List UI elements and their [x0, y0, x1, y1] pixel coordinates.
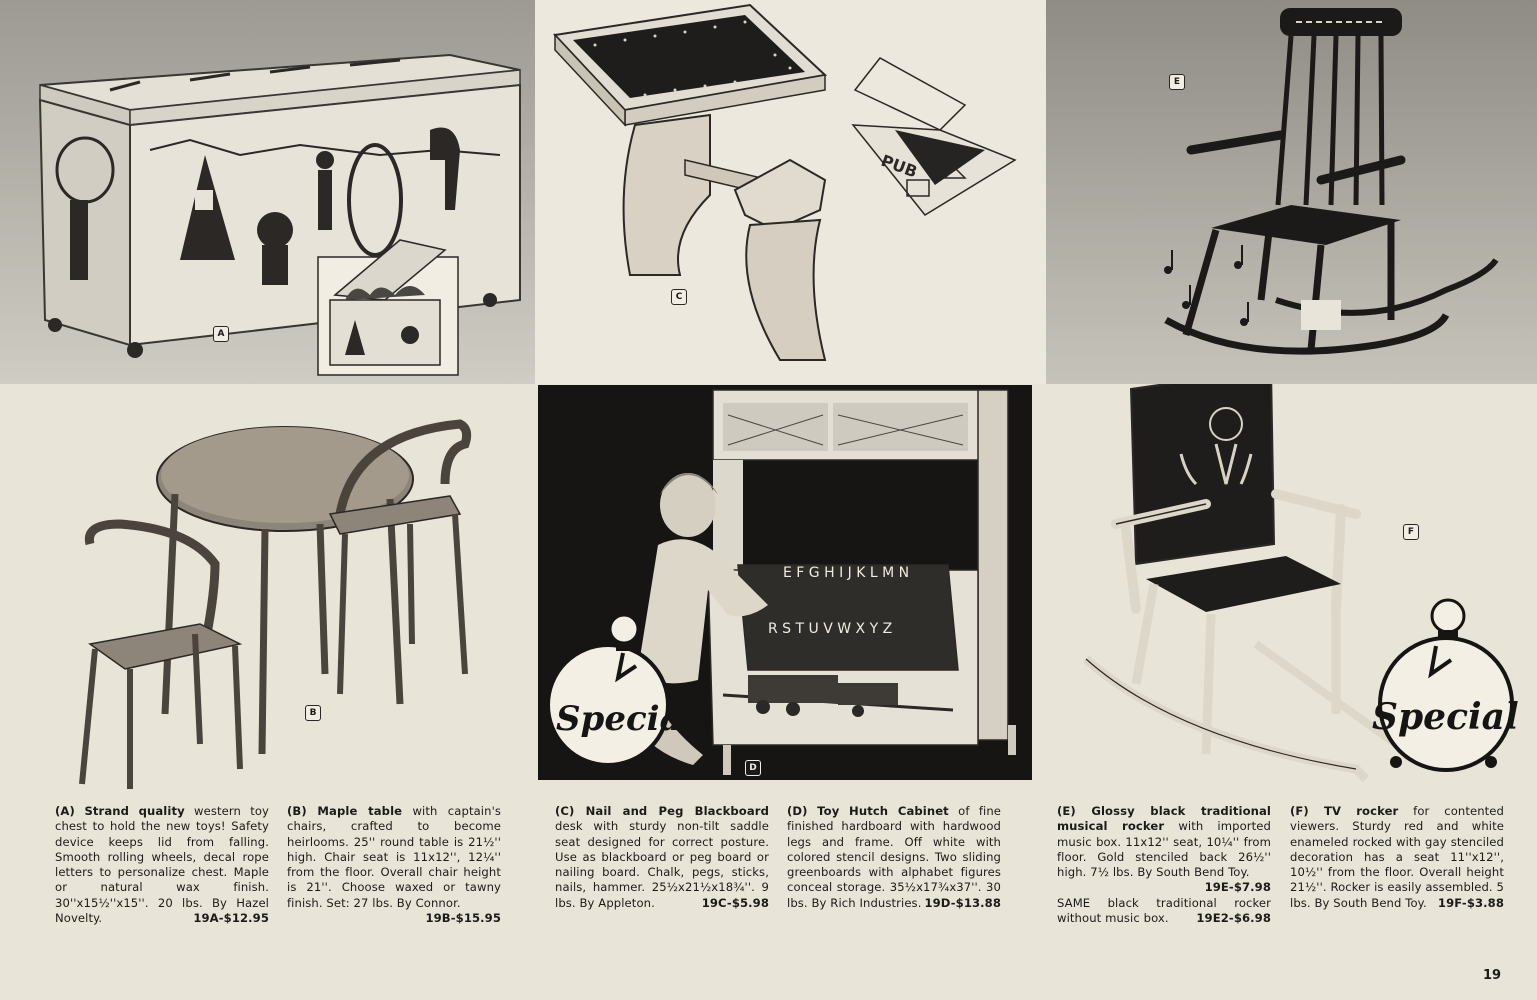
item-d-lead: (D) Toy Hutch Cabinet: [787, 804, 949, 818]
blackboard-letters-top: E F G H I J K L M N: [783, 565, 910, 581]
item-e-price: 19E-$7.98: [1204, 880, 1271, 895]
item-a-price: 19A-$12.95: [193, 911, 269, 926]
maple-table-photo: [0, 384, 535, 796]
tv-rocker-illustration: [1036, 384, 1537, 796]
item-a-description: [55, 804, 269, 926]
tv-rocker-photo: [1036, 384, 1537, 796]
item-b-body: with captain's chairs, crafted to become heirlooms. 25'' round table is 21½'' high. Chair seat is 11x12'', 12¼'' from the floor. Overall chair height is 21''. Choose waxed or tawny finish. Set: 27 lbs. By Connor.: [287, 804, 501, 910]
item-a-lead: (A) Strand quality: [55, 804, 185, 818]
toy-chest-illustration: [0, 0, 535, 384]
item-c-description: [555, 804, 769, 911]
item-b-lead: (B) Maple table: [287, 804, 403, 818]
item-f-lead: (F) TV rocker: [1290, 804, 1399, 818]
special-badge-d: Special: [556, 699, 695, 739]
label-f: F: [1403, 524, 1419, 540]
item-f-body: for contented viewers. Sturdy red and white enameled rocked with gay stenciled decoration has a seat 11''x12'', 10½'' from the floor. Overall height 21½''. Rocker is easily assembled. 5 lbs. By South Bend Toy.: [1290, 804, 1504, 910]
item-d-body: of fine finished hardboard with hardwood legs and frame. Off white with colored stencil designs. Two sliding greenboards with alphabet figures conceal storage. 35½x17¾x37''. 30 lbs. By Rich Industries.: [787, 804, 1001, 910]
item-f-price: 19F-$3.88: [1437, 895, 1504, 910]
label-b: B: [305, 705, 321, 721]
item-a-body: western toy chest to hold the new toys! Safety device keeps lid from falling. Smooth rolling wheels, decal rope letters to personalize chest. Maple or natural wax finish. 30''x15½''x15''. 20 lbs. By Hazel Novelty.: [55, 804, 269, 926]
label-e: E: [1169, 74, 1185, 90]
special-badge-f: Special: [1372, 696, 1519, 738]
item-c-body: desk with sturdy non-tilt saddle seat designed for correct posture. Use as blackboard or peg board or nailing board. Chalk, pegs, sticks, nails, hammer. 25½x21½x18¾''. 9 lbs. By Appleton.: [555, 819, 769, 910]
label-d: D: [745, 760, 761, 776]
item-c-price: 19C-$5.98: [701, 895, 769, 910]
label-a: A: [213, 326, 229, 342]
item-e-lead: (E) Glossy black traditional musical rocker: [1057, 804, 1271, 834]
maple-table-illustration: [0, 384, 535, 796]
blackboard-desk-photo: [535, 0, 1046, 384]
item-b-description: [287, 804, 501, 926]
toy-chest-photo: [0, 0, 535, 384]
item-e-extra: SAME black traditional rocker without music box.: [1057, 895, 1271, 926]
item-e-body: with imported music box. 11x12'' seat, 10¼'' from floor. Gold stenciled back 26½'' high. 7½ lbs. By South Bend Toy.: [1057, 819, 1271, 880]
label-c: C: [671, 289, 687, 305]
svg-text:PUB: PUB: [878, 150, 920, 182]
page-number: 19: [1483, 968, 1502, 983]
item-f-description: [1290, 804, 1504, 911]
musical-rocker-illustration: [1046, 0, 1537, 384]
item-c-lead: (C) Nail and Peg Blackboard: [555, 804, 769, 818]
blackboard-desk-illustration: [535, 0, 1046, 384]
item-d-price: 19D-$13.88: [924, 895, 1001, 910]
item-b-price: 19B-$15.95: [425, 911, 501, 926]
toy-hutch-photo: [538, 385, 1032, 780]
toy-hutch-illustration: [538, 385, 1032, 780]
item-e-description: [1057, 804, 1271, 926]
musical-rocker-photo: [1046, 0, 1537, 384]
blackboard-letters-bottom: R S T U V W X Y Z: [768, 621, 893, 637]
item-e2-price: 19E2-$6.98: [1196, 911, 1271, 926]
item-d-description: [787, 804, 1001, 911]
